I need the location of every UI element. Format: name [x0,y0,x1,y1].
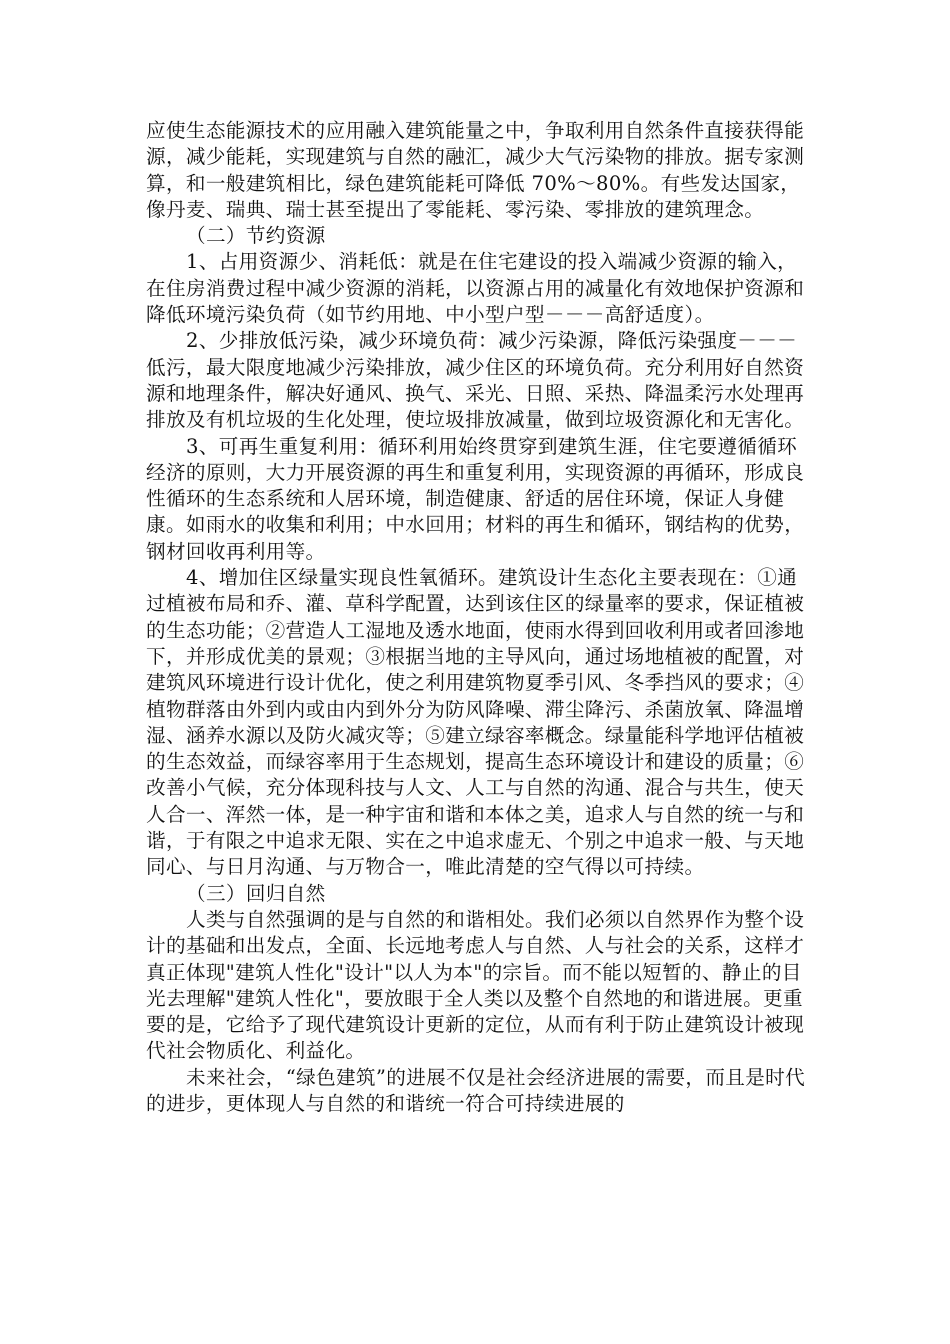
paragraph-item-2: 2、少排放低污染，减少环境负荷：减少污染源，降低污染强度－－－低污，最大限度地减少污染排放，减少住区的环境负荷。充分利用好自然资源和地理条件，解决好通风、换气、采光、日照、采热、降温柔污水处理再排放及有机垃圾的生化处理，使垃圾排放减量，做到垃圾资源化和无害化。 [146,329,805,432]
paragraph-harmony: 人类与自然强调的是与自然的和谐相处。我们必须以自然界作为整个设计的基础和出发点，全面、长远地考虑人与自然、人与社会的关系，这样才真正体现"建筑人性化"设计"以人为本"的宗旨。而不能以短暂的、静止的目光去理解"建筑人性化"，要放眼于全人类以及整个自然地的和谐进展。更重要的是，它给予了现代建筑设计更新的定位，从而有利于防止建筑设计被现代社会物质化、利益化。 [146,907,805,1063]
paragraph-item-4: 4、增加住区绿量实现良性氧循环。建筑设计生态化主要表现在：①通过植被布局和乔、灌、草科学配置，达到该住区的绿量率的要求，保证植被的生态功能；②营造人工湿地及透水地面，使雨水得到回收利用或者回渗地下，并形成优美的景观；③根据当地的主导风向，通过场地植被的配置，对建筑风环境进行设计优化，使之利用建筑物夏季引风、冬季挡风的要求；④植物群落由外到内或由内到外分为防风降噪、滞尘降污、杀菌放氧、降温增湿、涵养水源以及防火减灾等；⑤建立绿容率概念。绿量能科学地评估植被的生态效益，而绿容率用于生态规划，提高生态环境设计和建设的质量；⑥改善小气候，充分体现科技与人文、人工与自然的沟通、混合与共生，使天人合一、浑然一体，是一种宇宙和谐和本体之美，追求人与自然的统一与和谐，于有限之中追求无限、实在之中追求虚无、个别之中追求一般、与天地同心、与日月沟通、与万物合一，唯此清楚的空气得以可持续。 [146,566,805,879]
section-heading-return-to-nature: （三）回归自然 [186,881,326,905]
document-body [146,118,810,1117]
paragraph-future: 未来社会，“绿色建筑”的进展不仅是社会经济进展的需要，而且是时代的进步，更体现人与自然的和谐统一符合可持续进展的 [146,1065,806,1115]
section-heading-save-resources: （二）节约资源 [186,224,326,248]
paragraph-item-3: 3、可再生重复利用：循环利用始终贯穿到建筑生涯，住宅要遵循循环经济的原则，大力开展资源的再生和重复利用，实现资源的再循环，形成良性循环的生态系统和人居环境，制造健康、舒适的居住环境，保证人身健康。如雨水的收集和利用；中水回用；材料的再生和循环，钢结构的优势，钢材回收再利用等。 [146,434,805,563]
paragraph-energy: 应使生态能源技术的应用融入建筑能量之中，争取利用自然条件直接获得能源，减少能耗，实现建筑与自然的融汇，减少大气污染物的排放。据专家测算，和一般建筑相比，绿色建筑能耗可降低 70%～80%。有些发达国家，像丹麦、瑞典、瑞士甚至提出了零能耗、零污染、零排放的建筑理念。 [146,119,805,221]
paragraph-item-1: 1、占用资源少、消耗低：就是在住宅建设的投入端减少资源的输入，在住房消费过程中减少资源的消耗，以资源占用的减量化有效地保护资源和降低环境污染负荷（如节约用地、中小型户型－－－高舒适度）。 [146,250,805,327]
